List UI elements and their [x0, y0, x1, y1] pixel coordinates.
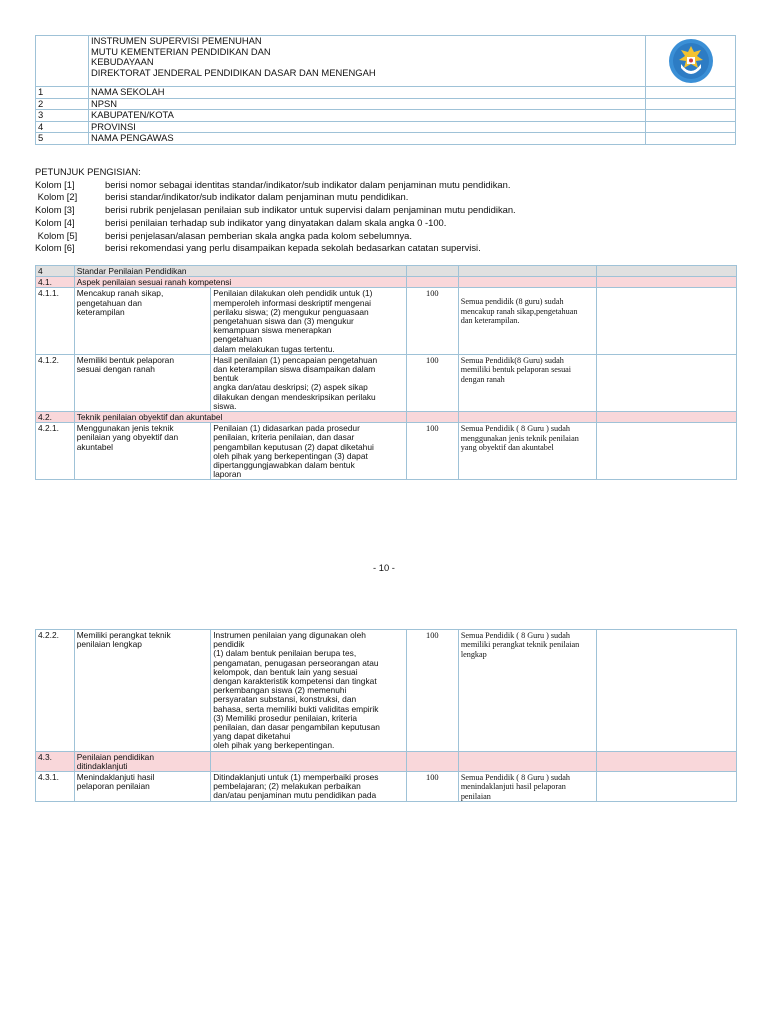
instruction-key: Kolom [4]: [35, 216, 75, 228]
aspect-number: 4.2.: [36, 412, 75, 423]
instruction-key: Kolom [3]: [35, 204, 75, 216]
field-number: 5: [36, 133, 89, 145]
standard-row: [36, 266, 737, 277]
field-value-cell[interactable]: [646, 133, 736, 145]
instruction-item: [35, 217, 735, 230]
field-number: 3: [36, 110, 89, 122]
indicator-number: 4.1.1.: [36, 288, 75, 354]
aspect-row: [36, 412, 737, 423]
header-field-row: [36, 121, 736, 133]
instruction-desc: berisi penjelasan/alasan pemberian skala angka pada kolom sebelumnya.: [105, 229, 412, 241]
instruction-desc: berisi rekomendasi yang perlu disampaikan kepada sekolah bedasarkan catatan supervisi.: [105, 242, 481, 254]
header-field-row: [36, 133, 736, 145]
title-line: MUTU KEMENTERIAN PENDIDIKAN DAN: [91, 45, 271, 57]
field-label: NAMA SEKOLAH: [89, 87, 646, 99]
score-value: 100: [406, 772, 458, 802]
rubric-text: Hasil penilaian (1) pencapaian pengetahuan dan keterampilan siswa disampaikan dalam bentuk angka dan/atau deskripsi; (2) aspek sikap dilakukan dengan mendeskripsikan perilaku siswa.: [211, 354, 407, 411]
instruction-desc: berisi rubrik penjelasan penilaian sub indikator untuk supervisi dalam penjaminan mutu pendidikan.: [105, 204, 516, 216]
indicator-label: Memiliki perangkat teknik penilaian lengkap: [74, 630, 211, 752]
indicator-number: 4.3.1.: [36, 772, 75, 802]
recommendation-cell[interactable]: [597, 630, 737, 752]
header-field-row: [36, 98, 736, 110]
instruction-key: Kolom [2]: [35, 191, 78, 203]
aspect-row: [36, 277, 737, 288]
supervision-note: Semua Pendidik ( 8 Guru ) sudah memiliki perangkat teknik penilaian lengkap: [458, 630, 597, 752]
field-label: PROVINSI: [89, 121, 646, 133]
header-field-row: [36, 110, 736, 122]
supervision-note: Semua Pendidik ( 8 Guru ) sudah menindaklanjuti hasil pelaporan penilaian: [458, 772, 597, 802]
document-title: [89, 36, 646, 87]
recommendation-cell[interactable]: [597, 354, 737, 411]
instructions-heading: PETUNJUK PENGISIAN:: [35, 166, 141, 177]
field-label: NPSN: [89, 98, 646, 110]
title-line: INSTRUMEN SUPERVISI PEMENUHAN: [91, 35, 262, 46]
instruction-key: Kolom [6]: [35, 242, 75, 254]
rubric-text: Penilaian dilakukan oleh pendidik untuk (1) memperoleh informasi deskriptif mengenai perilaku siswa; (2) mengukur penguasaan pengetahuan siswa dan (3) mengukur kemampuan siswa menerapkan pengetahuan dalam melakukan tugas tertentu.: [211, 288, 407, 354]
aspect-number: 4.3.: [36, 751, 75, 771]
standard-label: Standar Penilaian Pendidikan: [74, 266, 406, 277]
score-value: 100: [406, 288, 458, 354]
recommendation-cell[interactable]: [597, 288, 737, 354]
field-number: 4: [36, 121, 89, 133]
indicator-number: 4.2.1.: [36, 423, 75, 480]
indicator-row: [36, 288, 737, 354]
indicator-label: Menindaklanjuti hasil pelaporan penilaian: [74, 772, 211, 802]
indicator-number: 4.2.2.: [36, 630, 75, 752]
header-title-row: [36, 36, 736, 87]
header-blank-cell: [36, 36, 89, 87]
instruction-desc: berisi standar/indikator/sub indikator dalam penjaminan mutu pendidikan.: [105, 191, 409, 203]
indicator-label: Memiliki bentuk pelaporan sesuai dengan ranah: [74, 354, 211, 411]
page-number: - 10 -: [373, 562, 395, 573]
field-number: 2: [36, 98, 89, 110]
field-value-cell[interactable]: [646, 87, 736, 99]
standard-number: 4: [36, 266, 75, 277]
instruction-item: [35, 242, 735, 255]
instruction-item: [35, 179, 735, 192]
aspect-label: Penilaian pendidikan ditindaklanjuti: [74, 751, 211, 771]
field-value-cell[interactable]: [646, 110, 736, 122]
field-label: NAMA PENGAWAS: [89, 133, 646, 145]
recommendation-cell[interactable]: [597, 423, 737, 480]
recommendation-cell[interactable]: [597, 772, 737, 802]
instruction-key: Kolom [5]: [35, 229, 78, 241]
indicator-row: [36, 423, 737, 480]
aspect-label: Aspek penilaian sesuai ranah kompetensi: [74, 277, 406, 288]
supervision-note: Semua Pendidik ( 8 Guru ) sudah menggunakan jenis teknik penilaian yang obyektif dan akuntabel: [458, 423, 597, 480]
instruction-item: [35, 204, 735, 217]
instruction-desc: berisi nomor sebagai identitas standar/indikator/sub indikator dalam penjaminan mutu pendidikan.: [105, 178, 511, 190]
header-field-row: [36, 87, 736, 99]
field-label: KABUPATEN/KOTA: [89, 110, 646, 122]
aspect-label: Teknik penilaian obyektif dan akuntabel: [74, 412, 406, 423]
rubric-text: Ditindaklanjuti untuk (1) memperbaiki proses pembelajaran; (2) melakukan perbaikan dan/atau penjaminan mutu pendidikan pada: [211, 772, 407, 802]
indicator-row: [36, 630, 737, 752]
rubric-text: Instrumen penilaian yang digunakan oleh pendidik (1) dalam bentuk penilaian berupa tes, pengamatan, penugasan perseorangan atau kelompok, dan bentuk lain yang sesuai dengan karakteristik kompetensi dan tingkat perkembangan siswa (2) memenuhi persyaratan substansi, konstruksi, dan bahasa, serta memiliki bukti validitas empirik (3) Memiliki prosedur penilaian, kriteria penilaian, dan dasar pengambilan keputusan yang dapat diketahui oleh pihak yang berkepentingan.: [211, 630, 407, 752]
instruction-key: Kolom [1]: [35, 178, 75, 190]
title-line: KEBUDAYAAN: [91, 56, 154, 68]
field-value-cell[interactable]: [646, 121, 736, 133]
indicator-label: Mencakup ranah sikap, pengetahuan dan keterampilan: [74, 288, 211, 354]
standards-table-continued: [35, 629, 737, 802]
instruction-desc: berisi penilaian terhadap sub indikator yang dinyatakan dalam skala angka 0 -100.: [105, 216, 447, 228]
supervision-note: Semua Pendidik(8 Guru) sudah memiliki bentuk pelaporan sesuai dengan ranah: [458, 354, 597, 411]
tut-wuri-handayani-logo-icon: [648, 38, 733, 84]
indicator-row: [36, 354, 737, 411]
header-table: [35, 35, 736, 145]
indicator-label: Menggunakan jenis teknik penilaian yang obyektif dan akuntabel: [74, 423, 211, 480]
instructions-section: [35, 166, 735, 255]
standards-table: [35, 265, 737, 480]
aspect-number: 4.1.: [36, 277, 75, 288]
logo-cell: [646, 36, 736, 87]
title-line: DIREKTORAT JENDERAL PENDIDIKAN DASAR DAN MENENGAH: [91, 66, 376, 78]
indicator-row: [36, 772, 737, 802]
rubric-text: Penilaian (1) didasarkan pada prosedur penilaian, kriteria penilaian, dan dasar pengambilan keputusan (2) dapat diketahui oleh pihak yang berkepentingan (3) dapat dipertanggungjawabkan dalam bentuk laporan: [211, 423, 407, 480]
indicator-number: 4.1.2.: [36, 354, 75, 411]
supervision-note: Semua pendidik (8 guru) sudah mencakup ranah sikap,pengetahuan dan keterampilan.: [458, 288, 597, 354]
instruction-item: [35, 191, 735, 204]
score-value: 100: [406, 630, 458, 752]
field-number: 1: [36, 87, 89, 99]
aspect-row: [36, 751, 737, 771]
score-value: 100: [406, 354, 458, 411]
instruction-item: [35, 230, 735, 243]
field-value-cell[interactable]: [646, 98, 736, 110]
score-value: 100: [406, 423, 458, 480]
